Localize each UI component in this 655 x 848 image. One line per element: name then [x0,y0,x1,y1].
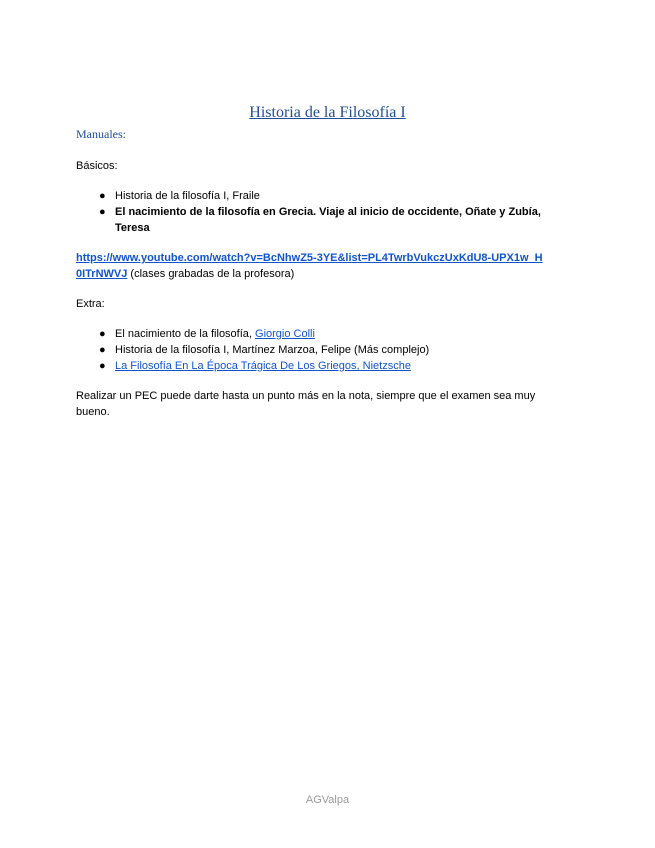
pec-line-2: bueno. [76,406,110,418]
extra-item-2-text: Historia de la filosofía I, Martínez Marzoa, Felipe (Más complejo) [115,344,430,356]
pec-paragraph [76,388,586,420]
bullet-icon: ● [99,344,106,356]
page-title: Historia de la Filosofía I [249,104,406,121]
bullet-icon: ● [99,190,106,202]
footer-author: AGValpa [305,794,350,806]
list-item [76,342,596,358]
extra-item-1-text: El nacimiento de la filosofía, [115,328,256,340]
basicos-item-2-cont: Teresa [115,222,150,234]
video-note: (clases grabadas de la profesora) [127,268,295,280]
nietzsche-link[interactable]: La Filosofía En La Época Trágica De Los Griegos, Nietzsche [115,360,411,372]
bullet-icon: ● [99,328,106,340]
manuales-heading: Manuales: [76,127,126,141]
list-item [76,358,596,374]
giorgio-colli-link[interactable]: Giorgio Colli [255,328,315,340]
bullet-icon: ● [99,206,106,218]
basicos-item-1: Historia de la filosofía I, Fraile [115,190,260,202]
youtube-link-cont[interactable]: 0ITrNWVJ [76,268,128,280]
list-item [76,326,596,342]
basicos-item-2: El nacimiento de la filosofía en Grecia. Viaje al inicio de occidente, Oñate y Zubía, [115,206,541,218]
bullet-icon: ● [99,360,106,372]
list-item [76,204,596,236]
basicos-list [76,188,596,236]
extra-heading: Extra: [76,298,105,310]
list-item [76,188,596,204]
basicos-heading: Básicos: [76,160,118,172]
pec-line-1: Realizar un PEC puede darte hasta un punto más en la nota, siempre que el examen sea muy [76,390,536,402]
video-paragraph [76,250,586,282]
extra-list [76,326,596,374]
youtube-link[interactable]: https://www.youtube.com/watch?v=BcNhwZ5-3YE&list=PL4TwrbVukczUxKdU8-UPX1w_H [76,252,543,264]
